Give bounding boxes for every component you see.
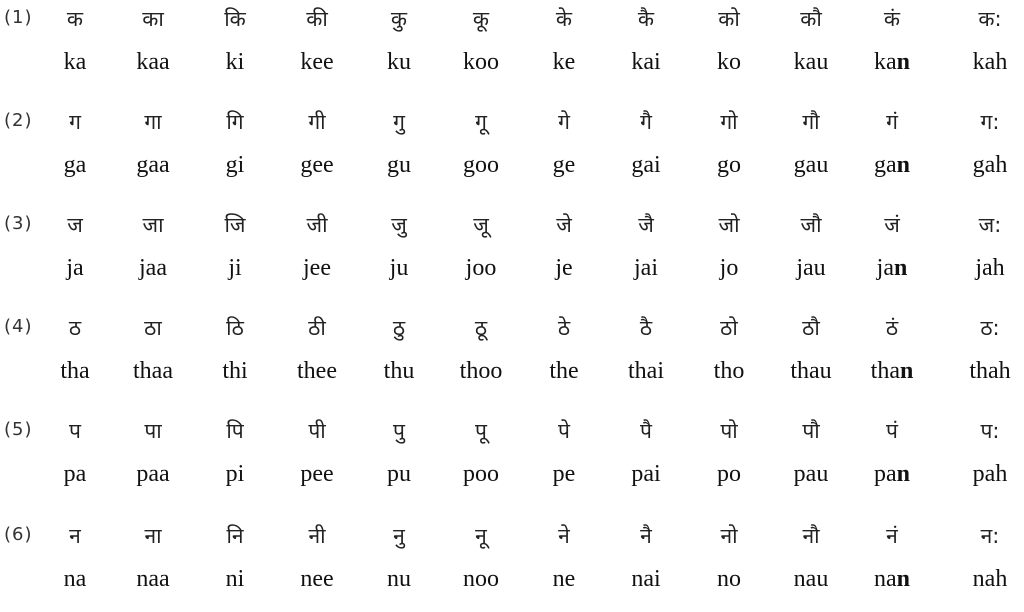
devanagari-syllable: नि <box>226 524 244 548</box>
transliteration: jai <box>634 255 658 281</box>
transliteration: jau <box>796 255 826 281</box>
devanagari-syllable: न <box>69 524 81 548</box>
devanagari-syllable: पा <box>144 419 162 443</box>
devanagari-syllable: जि <box>224 213 246 237</box>
devanagari-syllable: गू <box>475 110 487 134</box>
transliteration: kai <box>631 49 661 75</box>
transliteration: na <box>63 566 87 592</box>
transliteration: pan <box>873 461 910 487</box>
transliteration: pu <box>387 461 411 487</box>
devanagari-syllable: जो <box>718 213 740 237</box>
devanagari-syllable: ग <box>69 110 81 134</box>
transliteration: pau <box>793 461 829 487</box>
transliteration: thai <box>628 358 664 384</box>
chart-row <box>0 211 1024 301</box>
transliteration: gi <box>225 152 245 178</box>
devanagari-syllable: गे <box>558 110 570 134</box>
devanagari-syllable: ग: <box>980 110 1000 134</box>
devanagari-syllable: गी <box>308 110 326 134</box>
transliteration: ne <box>552 566 576 592</box>
transliteration: kaa <box>136 49 170 75</box>
transliteration: gee <box>300 152 334 178</box>
devanagari-syllable: गि <box>226 110 244 134</box>
chart-row <box>0 5 1024 95</box>
transliteration: je <box>555 255 573 281</box>
bold-nasal-letter: n <box>896 566 910 592</box>
devanagari-syllable: ठा <box>144 316 162 340</box>
transliteration: paa <box>136 461 170 487</box>
chart-row <box>0 522 1024 612</box>
devanagari-syllable: ठ <box>68 316 82 340</box>
transliteration: thah <box>969 358 1011 384</box>
transliteration: pai <box>631 461 661 487</box>
transliteration: nu <box>387 566 411 592</box>
devanagari-syllable: गु <box>393 110 405 134</box>
devanagari-syllable: कू <box>472 7 490 31</box>
devanagari-syllable: ना <box>144 524 162 548</box>
transliteration: ga <box>63 152 87 178</box>
transliteration: gan <box>873 152 910 178</box>
transliteration: kan <box>873 49 910 75</box>
transliteration: nau <box>793 566 829 592</box>
transliteration: koo <box>463 49 499 75</box>
devanagari-syllable: नो <box>720 524 738 548</box>
transliteration: kau <box>793 49 829 75</box>
transliteration: ku <box>387 49 411 75</box>
devanagari-syllable: जु <box>391 213 407 237</box>
transliteration: nai <box>631 566 661 592</box>
transliteration: jah <box>975 255 1005 281</box>
transliteration: pi <box>225 461 245 487</box>
chart-row <box>0 314 1024 404</box>
devanagari-syllable: ठू <box>474 316 488 340</box>
transliteration: goo <box>463 152 499 178</box>
devanagari-syllable: ज: <box>978 213 1002 237</box>
transliteration: no <box>717 566 741 592</box>
row-number: (3) <box>4 213 33 234</box>
transliteration: ji <box>228 255 242 281</box>
devanagari-syllable: गौ <box>802 110 820 134</box>
transliteration: poo <box>463 461 499 487</box>
transliteration: ja <box>66 255 84 281</box>
transliteration: than <box>870 358 914 384</box>
devanagari-syllable: पि <box>226 419 244 443</box>
transliteration: jo <box>719 255 739 281</box>
devanagari-syllable: ठो <box>720 316 738 340</box>
transliteration: ka <box>63 49 87 75</box>
devanagari-syllable: गो <box>720 110 738 134</box>
transliteration: kah <box>972 49 1008 75</box>
devanagari-syllable: को <box>718 7 740 31</box>
devanagari-syllable: कु <box>390 7 408 31</box>
devanagari-syllable: प: <box>980 419 1000 443</box>
devanagari-syllable: जौ <box>800 213 822 237</box>
transliteration: pa <box>63 461 87 487</box>
transliteration: gai <box>631 152 661 178</box>
transliteration: po <box>717 461 741 487</box>
transliteration: pee <box>300 461 334 487</box>
transliteration: thoo <box>459 358 503 384</box>
devanagari-syllable: जे <box>556 213 572 237</box>
transliteration: pe <box>552 461 576 487</box>
chart-row <box>0 108 1024 198</box>
devanagari-syllable: कि <box>224 7 246 31</box>
devanagari-syllable: पौ <box>802 419 820 443</box>
devanagari-syllable: का <box>142 7 164 31</box>
transliteration: kee <box>300 49 334 75</box>
devanagari-syllable: जं <box>884 213 900 237</box>
transliteration: tho <box>713 358 745 384</box>
transliteration: gau <box>793 152 829 178</box>
transliteration: nee <box>300 566 334 592</box>
transliteration: pah <box>972 461 1008 487</box>
row-number: (6) <box>4 524 33 545</box>
transliteration: ki <box>225 49 245 75</box>
transliteration: the <box>549 358 579 384</box>
bold-nasal-letter: n <box>893 255 908 281</box>
devanagari-syllable: जा <box>142 213 164 237</box>
devanagari-syllable: नं <box>886 524 898 548</box>
devanagari-syllable: ज <box>67 213 83 237</box>
transliteration: go <box>717 152 741 178</box>
transliteration: ko <box>717 49 741 75</box>
devanagari-syllable: कं <box>883 7 901 31</box>
devanagari-syllable: पै <box>640 419 652 443</box>
devanagari-syllable: कै <box>637 7 655 31</box>
transliteration: naa <box>136 566 170 592</box>
devanagari-syllable: ठु <box>392 316 406 340</box>
bold-nasal-letter: n <box>896 152 910 178</box>
bold-nasal-letter: n <box>896 49 910 75</box>
devanagari-syllable: ठै <box>639 316 653 340</box>
transliteration: gu <box>387 152 411 178</box>
transliteration: thaa <box>133 358 173 384</box>
transliteration: gaa <box>136 152 170 178</box>
row-number: (1) <box>4 7 33 28</box>
transliteration: ke <box>552 49 576 75</box>
devanagari-syllable: नू <box>475 524 487 548</box>
devanagari-syllable: पो <box>720 419 738 443</box>
bold-nasal-letter: n <box>896 461 910 487</box>
row-number: (4) <box>4 316 33 337</box>
devanagari-syllable: ठि <box>226 316 244 340</box>
devanagari-syllable: गं <box>886 110 898 134</box>
transliteration: thee <box>297 358 337 384</box>
devanagari-syllable: की <box>306 7 328 31</box>
devanagari-syllable: ठ: <box>980 316 1000 340</box>
devanagari-syllable: ठौ <box>802 316 820 340</box>
devanagari-syllable: क <box>66 7 84 31</box>
devanagari-syllable: जू <box>473 213 489 237</box>
bold-nasal-letter: n <box>899 358 914 384</box>
transliteration: tha <box>60 358 90 384</box>
devanagari-syllable: पू <box>475 419 487 443</box>
row-number: (5) <box>4 419 33 440</box>
transliteration: thu <box>383 358 415 384</box>
transliteration: ju <box>389 255 409 281</box>
transliteration: jee <box>303 255 331 281</box>
devanagari-syllable: न: <box>980 524 1000 548</box>
transliteration: joo <box>465 255 497 281</box>
devanagari-syllable: गा <box>144 110 162 134</box>
transliteration: jan <box>876 255 908 281</box>
transliteration: ge <box>552 152 576 178</box>
devanagari-syllable: नौ <box>802 524 820 548</box>
transliteration: ni <box>225 566 245 592</box>
transliteration: nah <box>972 566 1008 592</box>
devanagari-syllable: जी <box>306 213 328 237</box>
devanagari-syllable: कौ <box>800 7 822 31</box>
devanagari-syllable: ने <box>558 524 570 548</box>
devanagari-syllable: पु <box>393 419 405 443</box>
transliteration: gah <box>972 152 1008 178</box>
devanagari-syllable: पे <box>558 419 570 443</box>
devanagari-syllable: क: <box>978 7 1002 31</box>
transliteration: jaa <box>139 255 167 281</box>
devanagari-syllable: नु <box>393 524 405 548</box>
chart-row <box>0 417 1024 507</box>
devanagari-syllable: गै <box>640 110 652 134</box>
devanagari-syllable: ठं <box>885 316 899 340</box>
transliteration: nan <box>873 566 910 592</box>
devanagari-syllable: के <box>555 7 573 31</box>
devanagari-syllable: नी <box>308 524 326 548</box>
devanagari-syllable: पी <box>308 419 326 443</box>
devanagari-syllable: ठे <box>557 316 571 340</box>
devanagari-syllable: ठी <box>308 316 326 340</box>
devanagari-syllable: जै <box>638 213 654 237</box>
transliteration: thau <box>790 358 832 384</box>
devanagari-syllable: नै <box>640 524 652 548</box>
transliteration: noo <box>463 566 499 592</box>
devanagari-syllable: प <box>69 419 81 443</box>
row-number: (2) <box>4 110 33 131</box>
devanagari-syllable: पं <box>886 419 898 443</box>
transliteration: thi <box>222 358 248 384</box>
